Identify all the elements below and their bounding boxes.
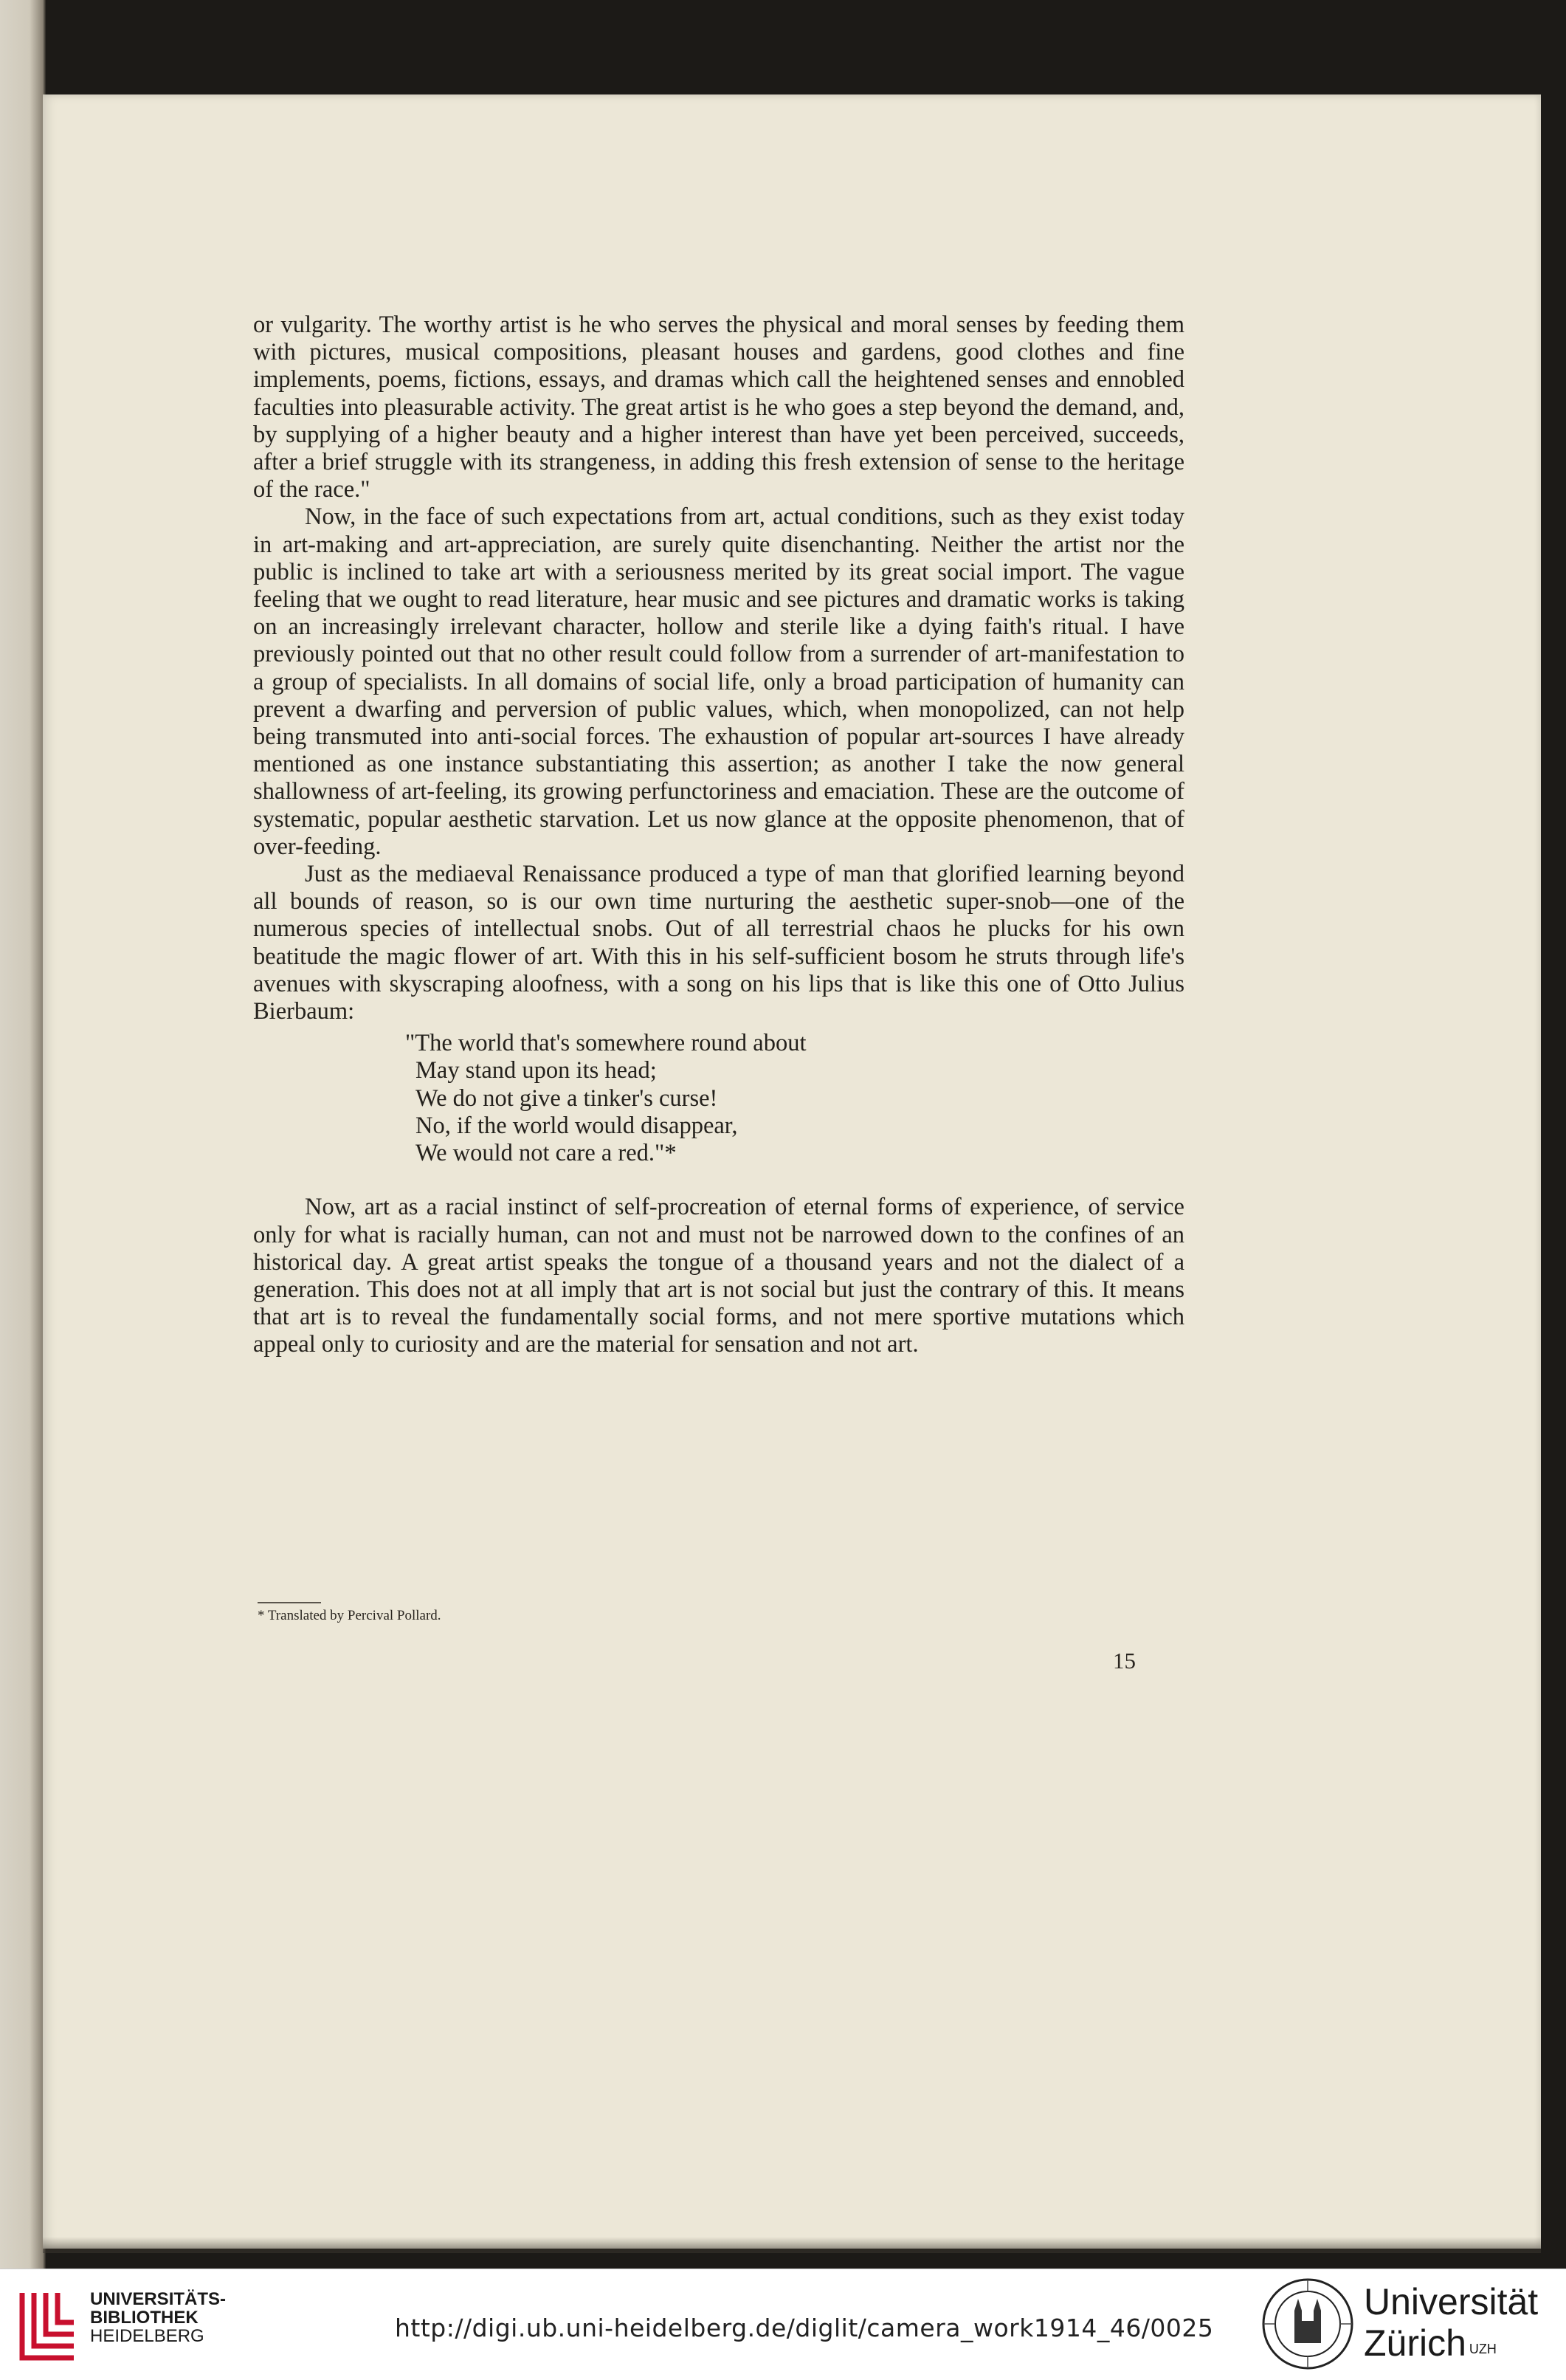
footnote: * Translated by Percival Pollard. <box>258 1608 441 1623</box>
paragraph-4: Now, art as a racial instinct of self-procreation of eternal forms of experience, of service only for what is racially human, can not and must not be narrowed down to the confines of an historical day. A great artist speaks the tongue of a thousand years and not the dialect of a generation. This does not at all imply that art is not social but just the contrary of this. It means that art is to reveal the fundamentally social forms, and not mere sportive mutations which appeal only to curiosity and are the material for sensation and not art. <box>253 1194 1184 1358</box>
left-page-edge <box>0 0 46 2269</box>
uzh-seal-icon <box>1260 2277 1355 2371</box>
library-line-3: HEIDELBERG <box>90 2326 204 2346</box>
poem-line: No, if the world would disappear, <box>415 1112 738 1139</box>
poem <box>405 1030 1184 1167</box>
paragraph-2: Now, in the face of such expectations from art, actual conditions, such as they exist today in art-making and art-appreciation, are surely quite disenchanting. Neither the artist nor the public is inclined to take art with a seriousness merited by its great social import. The vague feeling that we ought to read literature, hear music and see pictures and dramatic works is taking on an increasingly irrelevant character, hollow and sterile like a dying faith's ritual. I have previously pointed out that no other result could follow from a surrender of art-manifestation to a group of specialists. In all domains of social life, only a broad participation of humanity can prevent a dwarfing and perversion of public values, which, when monopolized, can not help being transmuted into anti-social forces. The exhaustion of popular art-sources I have already mentioned as one instance substantiating this assertion; as another I take the now general shallowness of art-feeling, its growing perfunctoriness and emaciation. These are the outcome of systematic, popular aesthetic starvation. Let us now glance at the opposite phenomenon, that of over-feeding. <box>253 503 1184 860</box>
viewer-footer <box>0 2269 1566 2380</box>
paragraph-3: Just as the mediaeval Renaissance produced a type of man that glorified learning beyond all bounds of reason, so is our own time nurturing the aesthetic super-snob—one of the numerous species of intellectual snobs. Out of all terrestrial chaos he plucks for his own beatitude the magic flower of art. With this in his self-sufficient bosom he struts through life's avenues with skyscraping aloofness, with a song on his lips that is like this one of Otto Julius Bierbaum: <box>253 861 1184 1025</box>
body-text <box>253 312 1184 1359</box>
poem-line: "The world that's somewhere round about <box>405 1030 807 1057</box>
ub-heidelberg-logo <box>16 2287 80 2364</box>
page-number: 15 <box>1113 1648 1136 1674</box>
library-line-1: UNIVERSITÄTS- <box>90 2289 227 2309</box>
library-line-2: BIBLIOTHEK <box>90 2308 199 2328</box>
ub-heidelberg-name <box>90 2290 226 2345</box>
poem-line: May stand upon its head; <box>415 1057 657 1084</box>
poem-line: We would not care a red."* <box>415 1140 677 1167</box>
uzh-name <box>1364 2281 1538 2364</box>
footnote-rule <box>258 1602 321 1603</box>
page-bottom-shadow <box>43 2237 1541 2253</box>
poem-line: We do not give a tinker's curse! <box>415 1084 718 1112</box>
uzh-line-1: Universität <box>1364 2281 1539 2322</box>
uzh-line-2: Zürich <box>1364 2322 1466 2364</box>
paragraph-1: or vulgarity. The worthy artist is he who serves the physical and moral senses by feeding them with pictures, musical compositions, pleasant houses and gardens, good clothes and fine implements, poems, fictions, essays, and dramas which call the heightened senses and ennobled faculties into pleasurable activity. The great artist is he who goes a step beyond the demand, and, by supplying of a higher beauty and a higher interest than have yet been perceived, succeeds, after a brief struggle with its strangeness, in adding this fresh extension of sense to the heritage of the race." <box>253 312 1184 503</box>
permalink-url[interactable]: http://digi.ub.uni-heidelberg.de/diglit/camera_work1914_46/0025 <box>395 2314 1214 2342</box>
uzh-superscript: UZH <box>1469 2342 1497 2356</box>
